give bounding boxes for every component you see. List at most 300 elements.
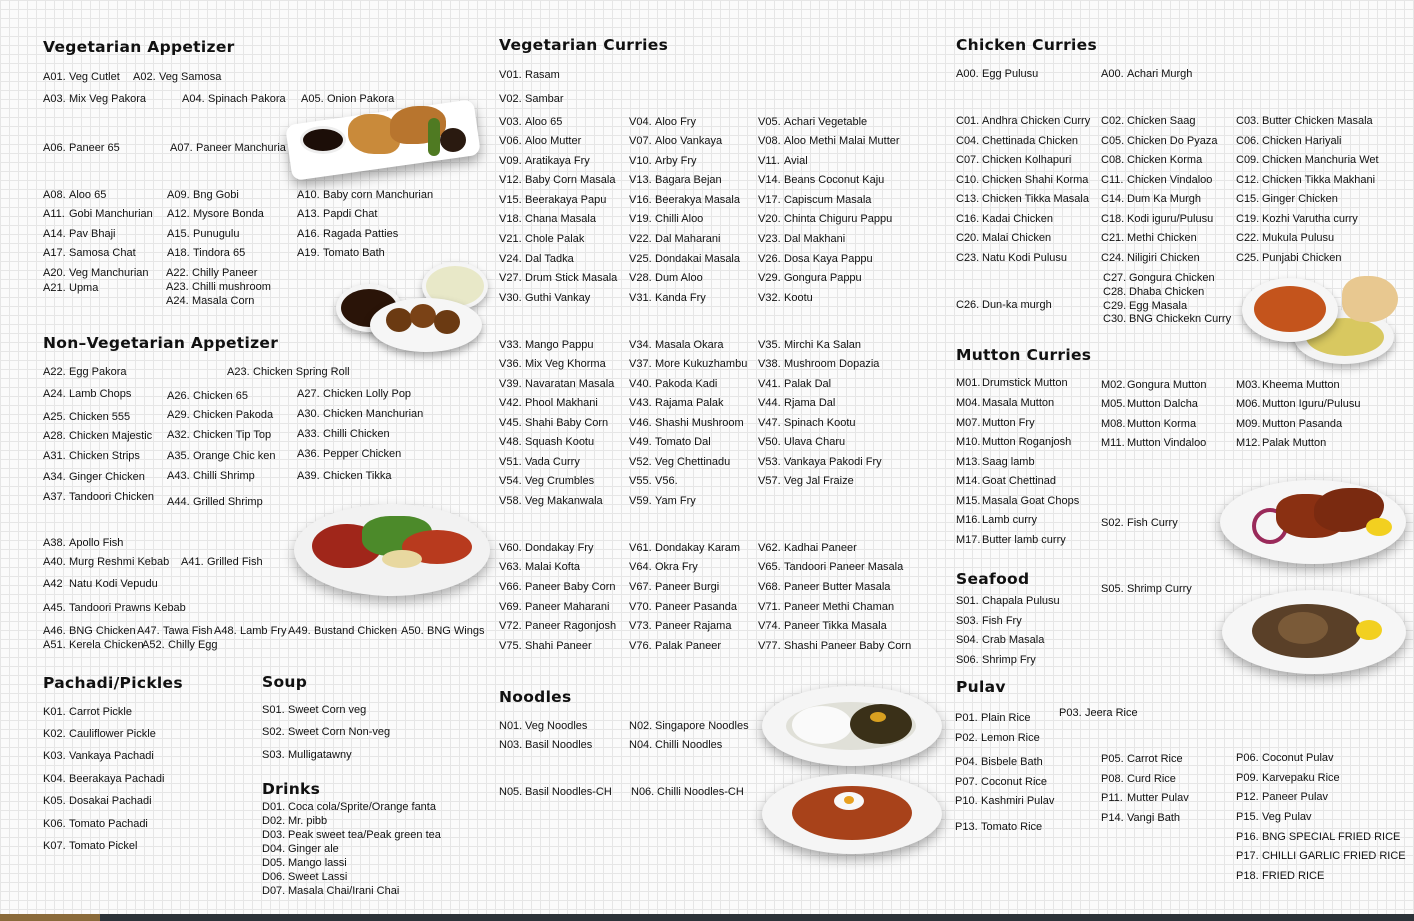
item-code: V75. (499, 640, 522, 652)
item-name: Natu Kodi Vepudu (69, 578, 158, 590)
item-name: Mutton Vindaloo (1127, 437, 1207, 449)
menu-item (956, 654, 1036, 666)
item-code: M13. (956, 456, 981, 468)
menu-item (43, 189, 106, 201)
item-name: Punjabi Chicken (1262, 252, 1342, 264)
menu-item (499, 640, 592, 652)
item-name: Chilli Shrimp (193, 470, 255, 482)
item-name: Chicken 65 (193, 390, 249, 402)
item-code: S03. (262, 749, 285, 761)
item-name: Chilly Paneer (192, 267, 258, 279)
item-name: Ginger ale (288, 843, 339, 855)
item-name: Dal Maharani (655, 233, 721, 245)
item-code: C15. (1236, 193, 1260, 205)
item-code: P01. (955, 712, 978, 724)
item-name: Mango Pappu (525, 339, 594, 351)
item-name: Mix Veg Pakora (69, 93, 147, 105)
item-code: P13. (955, 821, 978, 833)
item-code: A15. (167, 228, 190, 240)
menu-item (629, 272, 703, 284)
item-name: Curd Rice (1127, 773, 1176, 785)
menu-item (956, 193, 1089, 205)
item-code: K06. (43, 818, 66, 830)
menu-item (1101, 753, 1183, 765)
item-name: Jeera Rice (1085, 707, 1138, 719)
item-code: P16. (1236, 831, 1259, 843)
item-code: V69. (499, 601, 522, 613)
item-code: C27. (1103, 272, 1127, 284)
item-name: Carrot Pickle (69, 706, 132, 718)
item-name: Chicken Kolhapuri (982, 154, 1072, 166)
menu-item (629, 620, 731, 632)
item-code: C20. (956, 232, 980, 244)
item-code: M15. (956, 495, 981, 507)
menu-item (1103, 286, 1204, 298)
item-name: BNG Chicken (69, 625, 136, 637)
item-code: M04. (956, 397, 981, 409)
item-code: A17. (43, 247, 66, 259)
item-name: Shrimp Fry (982, 654, 1036, 666)
menu-item (297, 388, 411, 400)
menu-item (1236, 379, 1340, 391)
menu-item (956, 417, 1035, 429)
item-code: A47. (137, 625, 160, 637)
menu-item (43, 602, 186, 614)
menu-item (499, 69, 560, 81)
item-code: V47. (758, 417, 781, 429)
cutlet-dip-photo (330, 258, 490, 354)
menu-item (629, 155, 697, 167)
item-code: V52. (629, 456, 652, 468)
item-code: V38. (758, 358, 781, 370)
menu-item (956, 68, 1038, 80)
item-name: Rasam (525, 69, 560, 81)
item-name: Vankaya Pakodi Fry (784, 456, 882, 468)
item-code: A20. (43, 267, 66, 279)
item-name: Coconut Rice (981, 776, 1048, 788)
item-code: V10. (629, 155, 652, 167)
item-name: Tindora 65 (193, 247, 246, 259)
item-code: V18. (499, 213, 522, 225)
item-code: S05. (1101, 583, 1124, 595)
item-code: V03. (499, 116, 522, 128)
item-code: V33. (499, 339, 522, 351)
menu-item (499, 417, 608, 429)
item-code: A18. (167, 247, 190, 259)
item-code: A22. (43, 366, 66, 378)
item-name: Dosakai Pachadi (69, 795, 152, 807)
menu-item (499, 739, 592, 751)
item-name: Paneer Pasanda (655, 601, 737, 613)
item-name: Chicken Vindaloo (1127, 174, 1213, 186)
item-code: N04. (629, 739, 653, 751)
item-code: C26. (956, 299, 980, 311)
item-name: Chicken Tikka Masala (982, 193, 1089, 205)
menu-item (499, 194, 606, 206)
item-name: Karvepaku Rice (1262, 772, 1340, 784)
item-code: P18. (1236, 870, 1259, 882)
item-name: BNG SPECIAL FRIED RICE (1262, 831, 1401, 843)
item-code: A06. (43, 142, 66, 154)
item-code: A44. (167, 496, 190, 508)
item-code: K07. (43, 840, 66, 852)
menu-item (758, 155, 808, 167)
item-code: V40. (629, 378, 652, 390)
menu-item (499, 339, 594, 351)
item-code: A45. (43, 602, 66, 614)
item-name: Rjama Dal (784, 397, 836, 409)
menu-item (499, 786, 612, 798)
menu-item (262, 801, 436, 813)
item-name: Ragada Patties (323, 228, 399, 240)
item-name: Chilli Noodles (655, 739, 723, 751)
menu-item (297, 448, 401, 460)
item-name: Mr. pibb (288, 815, 328, 827)
item-code: C05. (1101, 135, 1125, 147)
menu-item (629, 339, 723, 351)
item-code: V34. (629, 339, 652, 351)
item-name: Dondakay Karam (655, 542, 740, 554)
item-name: Goat Chettinad (982, 475, 1056, 487)
menu-item (955, 821, 1042, 833)
item-code: A31. (43, 450, 66, 462)
menu-item (262, 857, 347, 869)
item-code: K01. (43, 706, 66, 718)
menu-item (1101, 193, 1201, 205)
chilli-noodles-bowl-photo (758, 770, 948, 858)
item-name: Kheema Mutton (1262, 379, 1340, 391)
item-code: N02. (629, 720, 653, 732)
item-name: Aloo 65 (69, 189, 107, 201)
menu-item (499, 116, 562, 128)
menu-item (499, 253, 574, 265)
item-name: Tawa Fish (163, 625, 213, 637)
item-name: Chicken Strips (69, 450, 140, 462)
item-name: More Kukuzhambu (655, 358, 748, 370)
menu-item (956, 232, 1051, 244)
item-name: Chicken Korma (1127, 154, 1203, 166)
menu-item (1236, 791, 1328, 803)
menu-item (956, 436, 1071, 448)
item-code: M07. (956, 417, 981, 429)
item-name: Apollo Fish (69, 537, 124, 549)
item-code: V72. (499, 620, 522, 632)
item-name: Tomato Bath (323, 247, 385, 259)
item-name: Aloo Fry (655, 116, 696, 128)
menu-item (955, 712, 1031, 724)
item-name: BNG Chickekn Curry (1129, 313, 1232, 325)
menu-item (1101, 437, 1206, 449)
menu-item (1236, 154, 1379, 166)
item-name: Dhaba Chicken (1129, 286, 1205, 298)
item-name: FRIED RICE (1262, 870, 1325, 882)
item-name: Paneer Ragonjosh (525, 620, 617, 632)
item-name: Shahi Paneer (525, 640, 592, 652)
menu-item (297, 470, 391, 482)
menu-item (629, 581, 719, 593)
item-name: Ginger Chicken (69, 471, 145, 483)
item-name: Sweet Lassi (288, 871, 348, 883)
item-code: V68. (758, 581, 781, 593)
item-code: A42 (43, 578, 63, 590)
item-code: S02. (262, 726, 285, 738)
item-code: V12. (499, 174, 522, 186)
menu-item (758, 561, 903, 573)
item-name: Paneer Tikka Masala (784, 620, 887, 632)
item-code: V42. (499, 397, 522, 409)
menu-item (167, 228, 240, 240)
menu-item (166, 267, 257, 279)
menu-item (758, 253, 873, 265)
item-name: Palak Mutton (1262, 437, 1327, 449)
item-name: Paneer Methi Chaman (784, 601, 895, 613)
item-name: Chicken Do Pyaza (1127, 135, 1218, 147)
menu-item (956, 377, 1068, 389)
item-code: D07. (262, 885, 286, 897)
item-code: D03. (262, 829, 286, 841)
item-code: V66. (499, 581, 522, 593)
bottom-bar-accent (0, 914, 100, 921)
item-name: Paneer Burgi (655, 581, 720, 593)
item-name: Palak Dal (784, 378, 832, 390)
menu-item (43, 625, 136, 637)
item-name: Aloo Mutter (525, 135, 582, 147)
menu-item (1236, 850, 1406, 862)
item-code: M09. (1236, 418, 1261, 430)
item-code: C06. (1236, 135, 1260, 147)
item-name: Aloo Methi Malai Mutter (784, 135, 900, 147)
item-code: D01. (262, 801, 286, 813)
menu-item (956, 213, 1053, 225)
item-name: Baby corn Manchurian (323, 189, 434, 201)
menu-item (758, 135, 900, 147)
item-code: P14. (1101, 812, 1124, 824)
menu-item (1236, 213, 1358, 225)
item-name: Butter lamb curry (982, 534, 1066, 546)
item-code: M03. (1236, 379, 1261, 391)
menu-item (629, 213, 703, 225)
item-code: V02. (499, 93, 522, 105)
menu-item (629, 194, 740, 206)
item-name: Egg Pakora (69, 366, 127, 378)
item-name: Grilled Fish (207, 556, 263, 568)
item-name: Butter Chicken Masala (1262, 115, 1373, 127)
item-name: Veg Jal Fraize (784, 475, 854, 487)
item-code: C11. (1101, 174, 1124, 186)
item-name: Chilli mushroom (192, 281, 271, 293)
item-code: P17. (1236, 850, 1259, 862)
item-code: K04. (43, 773, 66, 785)
menu-item (629, 561, 698, 573)
menu-item (1101, 398, 1198, 410)
menu-item (629, 739, 722, 751)
item-code: V44. (758, 397, 781, 409)
item-code: P15. (1236, 811, 1259, 823)
item-code: V41. (758, 378, 781, 390)
menu-item (1236, 870, 1324, 882)
item-code: A34. (43, 471, 66, 483)
item-code: A04. (182, 93, 205, 105)
item-code: A08. (43, 189, 66, 201)
item-code: M12. (1236, 437, 1261, 449)
item-code: V20. (758, 213, 781, 225)
item-code: A13. (297, 208, 320, 220)
bottom-bar (0, 914, 1414, 921)
item-code: V58. (499, 495, 522, 507)
item-code: P12. (1236, 791, 1259, 803)
item-code: C12. (1236, 174, 1260, 186)
menu-item (499, 272, 617, 284)
item-code: V09. (499, 155, 522, 167)
item-name: Paneer Maharani (525, 601, 610, 613)
item-name: Chinta Chiguru Pappu (784, 213, 893, 225)
menu-item (1103, 313, 1231, 325)
item-code: V46. (629, 417, 652, 429)
menu-item (956, 634, 1044, 646)
item-code: A24. (43, 388, 66, 400)
item-name: Veg Crumbles (525, 475, 595, 487)
item-name: Dondakay Fry (525, 542, 594, 554)
item-name: Malai Chicken (982, 232, 1052, 244)
item-name: Paneer 65 (69, 142, 120, 154)
item-name: Dal Tadka (525, 253, 574, 265)
item-name: Bustand Chicken (314, 625, 398, 637)
item-code: V55. (629, 475, 652, 487)
menu-item (43, 728, 156, 740)
menu-item (43, 578, 158, 590)
item-name: Tomato Dal (655, 436, 711, 448)
item-code: V76. (629, 640, 652, 652)
item-code: P07. (955, 776, 978, 788)
item-code: A28. (43, 430, 66, 442)
item-code: S06. (956, 654, 979, 666)
menu-item (1101, 135, 1218, 147)
item-name: Vankaya Pachadi (69, 750, 154, 762)
menu-item (956, 615, 1022, 627)
item-name: Tandoori Chicken (69, 491, 154, 503)
item-name: Shashi Mushroom (655, 417, 744, 429)
menu-item (955, 795, 1054, 807)
menu-item (956, 456, 1035, 468)
item-code: A23. (166, 281, 189, 293)
item-code: M16. (956, 514, 981, 526)
item-name: Punugulu (193, 228, 240, 240)
menu-item (262, 829, 441, 841)
item-code: M17. (956, 534, 981, 546)
item-name: Methi Chicken (1127, 232, 1197, 244)
item-name: Kozhi Varutha curry (1262, 213, 1358, 225)
item-code: C09. (1236, 154, 1260, 166)
item-name: Malai Kofta (525, 561, 581, 573)
item-name: Aloo Vankaya (655, 135, 723, 147)
item-code: V06. (499, 135, 522, 147)
item-name: Peak sweet tea/Peak green tea (288, 829, 441, 841)
menu-item (499, 436, 594, 448)
item-code: V62. (758, 542, 781, 554)
menu-item (262, 843, 339, 855)
item-name: Sweet Corn veg (288, 704, 367, 716)
item-code: C03. (1236, 115, 1260, 127)
item-name: Shashi Paneer Baby Corn (784, 640, 912, 652)
menu-item (1236, 418, 1342, 430)
menu-item (167, 409, 273, 421)
item-code: M08. (1101, 418, 1126, 430)
item-name: Chilli Chicken (323, 428, 390, 440)
item-code: K05. (43, 795, 66, 807)
item-code: M05. (1101, 398, 1126, 410)
item-code: V70. (629, 601, 652, 613)
item-name: Basil Noodles (525, 739, 593, 751)
menu-item (297, 228, 398, 240)
menu-item (629, 601, 737, 613)
menu-item (499, 620, 616, 632)
item-name: Veg Noodles (525, 720, 588, 732)
item-name: Samosa Chat (69, 247, 136, 259)
item-code: S02. (1101, 517, 1124, 529)
item-code: A29. (167, 409, 190, 421)
item-name: Veg Manchurian (69, 267, 149, 279)
item-code: V30. (499, 292, 522, 304)
item-name: Veg Samosa (159, 71, 222, 83)
item-name: Shrimp Curry (1127, 583, 1192, 595)
menu-item (297, 208, 377, 220)
menu-item (1101, 252, 1200, 264)
menu-item (1101, 418, 1196, 430)
item-name: Gongura Chicken (1129, 272, 1215, 284)
item-code: V36. (499, 358, 522, 370)
menu-item (758, 397, 835, 409)
item-code: A43. (167, 470, 190, 482)
item-name: Kadai Chicken (982, 213, 1053, 225)
menu-item (1236, 811, 1312, 823)
item-name: Chettinada Chicken (982, 135, 1079, 147)
item-code: V28. (629, 272, 652, 284)
item-code: V64. (629, 561, 652, 573)
menu-item (499, 601, 609, 613)
menu-item (1103, 300, 1187, 312)
menu-item (1101, 583, 1192, 595)
menu-item (262, 704, 366, 716)
item-code: C28. (1103, 286, 1127, 298)
item-name: Egg Masala (1129, 300, 1188, 312)
menu-item (43, 267, 149, 279)
menu-item (1101, 773, 1176, 785)
item-code: A39. (297, 470, 320, 482)
item-code: V31. (629, 292, 652, 304)
item-code: A30. (297, 408, 320, 420)
menu-item (43, 247, 136, 259)
item-code: N03. (499, 739, 523, 751)
menu-item (758, 456, 882, 468)
item-code: C21. (1101, 232, 1125, 244)
item-name: Drumstick Mutton (982, 377, 1068, 389)
menu-item (956, 475, 1056, 487)
menu-item (629, 475, 678, 487)
item-code: P02. (955, 732, 978, 744)
section-heading: Seafood (956, 570, 1030, 588)
item-code: V27. (499, 272, 522, 284)
menu-item (1101, 232, 1197, 244)
item-code: A16. (297, 228, 320, 240)
item-name: Masala Okara (655, 339, 724, 351)
item-name: Tandoori Paneer Masala (784, 561, 904, 573)
menu-item (170, 142, 286, 154)
item-code: V51. (499, 456, 522, 468)
menu-item (1236, 135, 1341, 147)
menu-item (181, 556, 263, 568)
item-name: Navaratan Masala (525, 378, 615, 390)
item-code: C14. (1101, 193, 1125, 205)
